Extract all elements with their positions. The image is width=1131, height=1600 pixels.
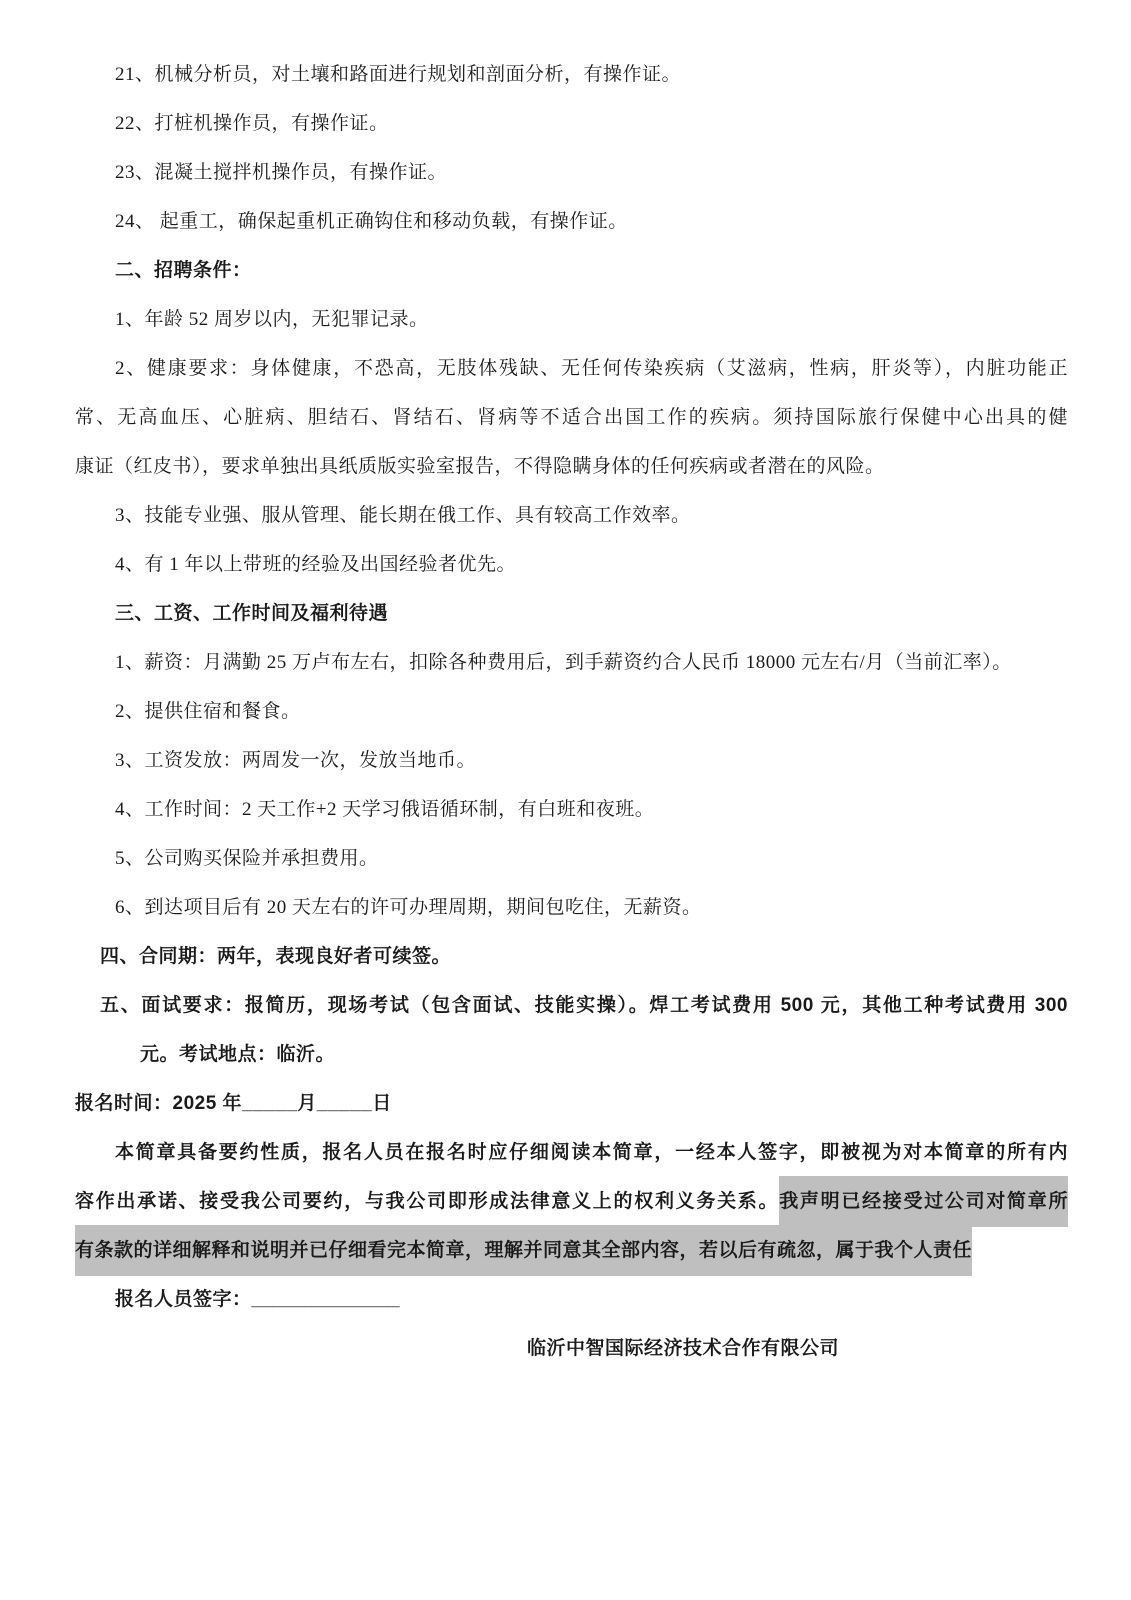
salary-item-6: 6、到达项目后有 20 天左右的许可办理周期，期间包吃住，无薪资。: [115, 897, 702, 918]
item-23: 23、混凝土搅拌机操作员，有操作证。: [115, 162, 448, 183]
signup-date-line: 报名时间：2025 年_____月_____日: [75, 1093, 392, 1114]
recruit-cond-4: 4、有 1 年以上带班的经验及出国经验者优先。: [115, 554, 517, 575]
section-4-contract: 四、合同期：两年，表现良好者可续签。: [100, 946, 452, 967]
disclaimer-line-2: [75, 1177, 1068, 1226]
item-21: 21、机械分析员，对土壤和路面进行规划和剖面分析，有操作证。: [115, 64, 682, 85]
recruit-cond-2-line-2: 常、无高血压、心脏病、胆结石、肾结石、肾病等不适合出国工作的疾病。须持国际旅行保健中心出具的健: [75, 407, 1068, 428]
recruit-cond-3: 3、技能专业强、服从管理、能长期在俄工作、具有较高工作效率。: [115, 505, 691, 526]
disclaimer-line-3: [75, 1226, 1068, 1275]
highlighted-text: 我声明已经接受过公司对简章所: [779, 1176, 1068, 1227]
salary-item-2: 2、提供住宿和餐食。: [115, 701, 301, 722]
recruit-cond-1: 1、年龄 52 周岁以内，无犯罪记录。: [115, 309, 429, 330]
recruit-cond-2-line-3: 康证（红皮书），要求单独出具纸质版实验室报告，不得隐瞒身体的任何疾病或者潜在的风险。: [75, 456, 885, 477]
salary-item-1: 1、薪资：月满勤 25 万卢布左右，扣除各种费用后，到手薪资约合人民币 18000 元左右/月（当前汇率）。: [115, 652, 1012, 673]
text-run: 容作出承诺、接受我公司要约，与我公司即形成法律意义上的权利义务关系。: [75, 1191, 780, 1212]
disclaimer-line-1: 本简章具备要约性质，报名人员在报名时应仔细阅读本简章，一经本人签字，即被视为对本简章的所有内: [115, 1142, 1068, 1163]
item-24: 24、 起重工，确保起重机正确钩住和移动负载，有操作证。: [115, 211, 628, 232]
section-5-interview-line-2: 元。考试地点：临沂。: [140, 1044, 336, 1065]
salary-item-3: 3、工资发放：两周发一次，发放当地币。: [115, 750, 477, 771]
salary-item-5: 5、公司购买保险并承担费用。: [115, 848, 379, 869]
recruit-cond-2-line-1: 2、健康要求：身体健康，不恐高，无肢体残缺、无任何传染疾病（艾滋病，性病，肝炎等），内脏功能正: [115, 358, 1068, 379]
signature-line: [75, 1275, 1068, 1324]
salary-item-4: 4、工作时间：2 天工作+2 天学习俄语循环制，有白班和夜班。: [115, 799, 655, 820]
company-name: 临沂中智国际经济技术合作有限公司: [527, 1338, 840, 1359]
section-5-interview-line-1: 五、面试要求：报简历，现场考试（包含面试、技能实操）。焊工考试费用 500 元，其他工种考试费用 300: [100, 995, 1068, 1016]
item-22: 22、打桩机操作员，有操作证。: [115, 113, 389, 134]
signature-blank: ______________: [251, 1289, 400, 1310]
section-3-heading: 三、工资、工作时间及福利待遇: [115, 603, 389, 624]
section-2-heading: 二、招聘条件：: [115, 260, 252, 281]
highlighted-text: 有条款的详细解释和说明并已仔细看完本简章，理解并同意其全部内容，若以后有疏忽，属于我个人责任: [75, 1225, 972, 1276]
text-run: 报名人员签字：: [115, 1289, 252, 1310]
